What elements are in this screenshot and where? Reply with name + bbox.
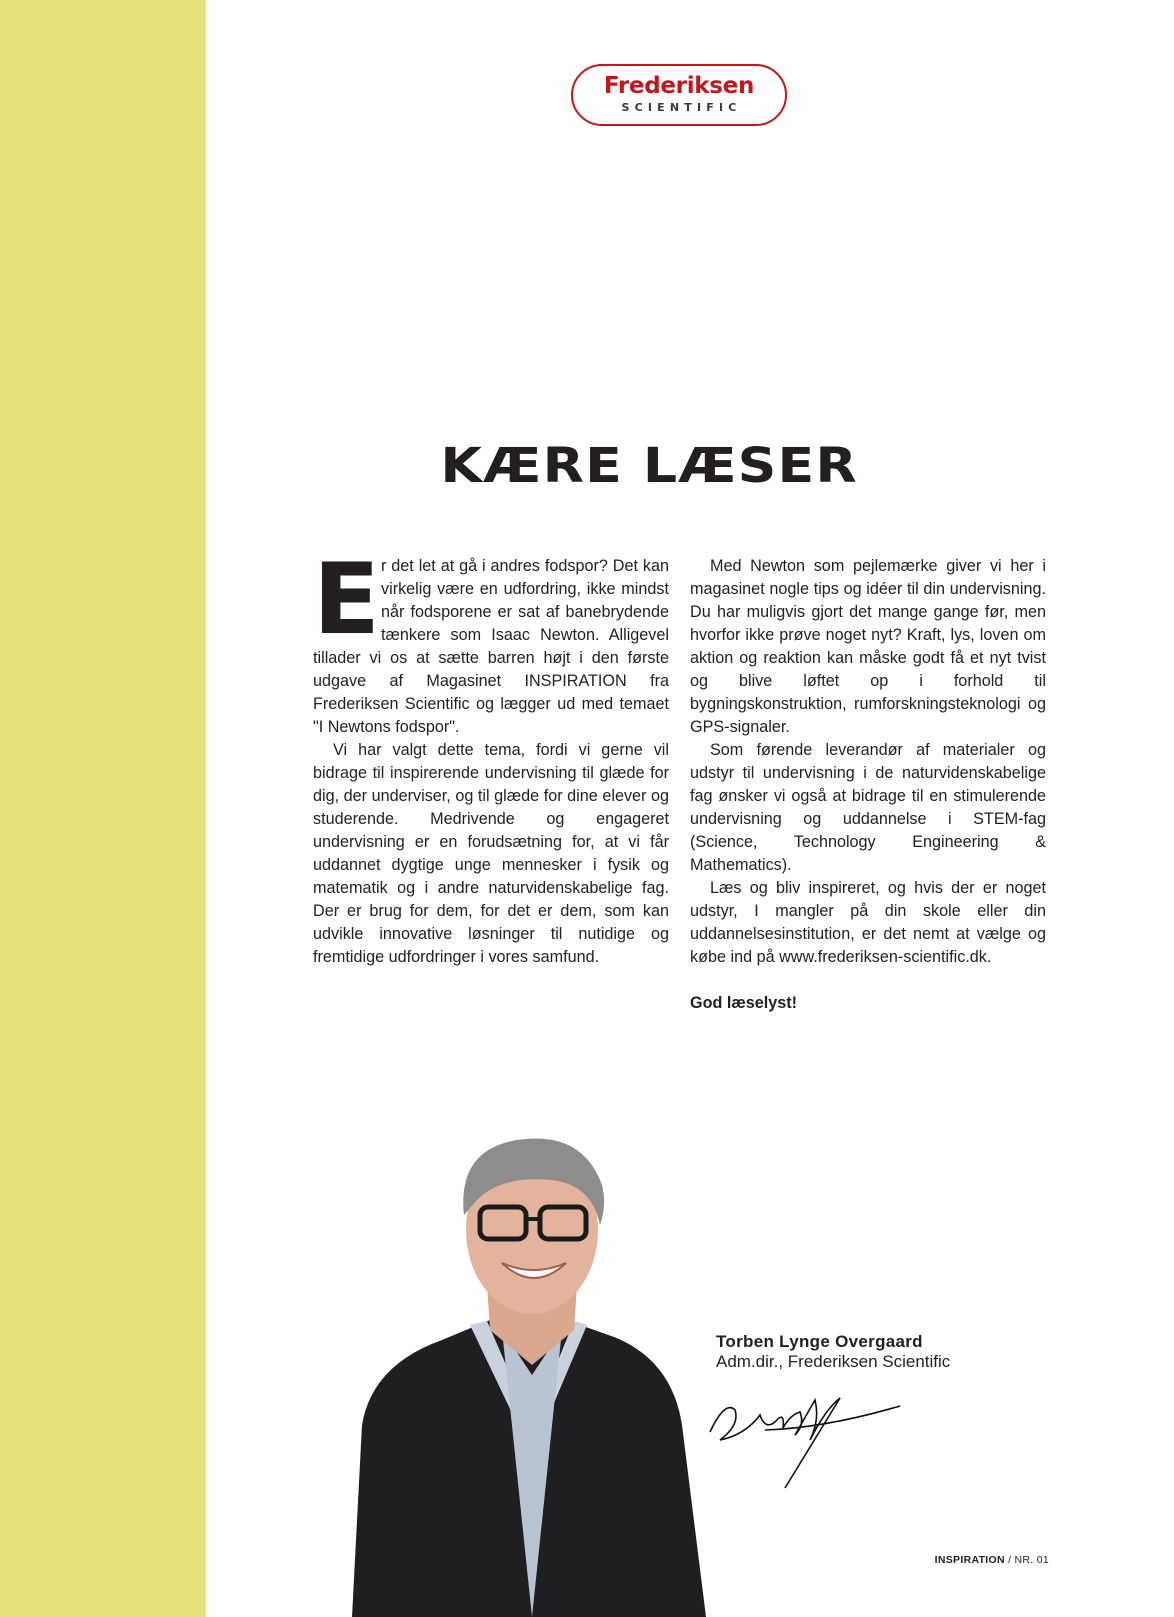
- page-title: KÆRE LÆSER: [440, 438, 858, 494]
- footer-magazine: INSPIRATION: [934, 1554, 1005, 1566]
- article-paragraph-text: r det let at gå i andres fodspor? Det kan virkelig være en udfordring, ikke mindst når fodsporene er sat af banebrydende tænkere som Isaac Newton. Alligevel tillader vi os at sætte barren højt i den første udgave af Magasinet INSPIRATION fra Frederiksen Scientific og lægger ud med temaet "I Newtons fodspor".: [313, 557, 669, 736]
- brand-logo: [571, 64, 787, 126]
- portrait-photo: [352, 1125, 706, 1617]
- closing-line: God læselyst!: [690, 994, 798, 1012]
- drop-cap: E: [313, 543, 380, 657]
- article-paragraph: Vi har valgt dette tema, fordi vi gerne vil bidrage til inspirerende undervisning til glæde for dig, der underviser, og til glæde for dine elever og studerende. Medrivende og engageret undervisning er en forudsætning for, at vi får uddannet dygtige unge mennesker i fysik og matematik og i andre naturvidenskabelige fag. Der er brug for dem, for det er dem, som kan udvikle innovative løsninger til nutidige og fremtidige udfordringer i vores samfund.: [313, 741, 669, 966]
- article-column-right: [690, 555, 1046, 1015]
- article-paragraph: [313, 543, 669, 739]
- signatory-title: Adm.dir., Frederiksen Scientific: [716, 1352, 951, 1371]
- brand-logo-name: Frederiksen: [603, 73, 755, 99]
- signatory-name: Torben Lynge Overgaard: [716, 1332, 923, 1351]
- article-paragraph: Læs og bliv inspireret, og hvis der er noget udstyr, I mangler på din skole eller din uddannelsesinstitution, er det nemt at vælge og købe ind på www.frederiksen-scientific.dk.: [690, 879, 1046, 966]
- brand-logo-sub: SCIENTIFIC: [621, 101, 742, 114]
- article-paragraph: Som førende leverandør af materialer og udstyr til undervisning i de naturvidenskabelige fag ønsker vi også at bidrage til en stimulerende undervisning og uddannelse i STEM-fag (Science, Technology Engineering & Mathematics).: [690, 741, 1046, 874]
- footer-issue: / NR. 01: [1008, 1554, 1049, 1566]
- side-color-bar: [0, 0, 206, 1617]
- article-column-left: [313, 543, 669, 969]
- handwritten-signature: [705, 1370, 905, 1510]
- article-paragraph: Med Newton som pejlemærke giver vi her i magasinet nogle tips og idéer til din undervisning. Du har muligvis gjort det mange gange før, men hvorfor ikke prøve noget nyt? Kraft, lys, loven om aktion og reaktion kan måske godt få et nyt tvist og blive løftet op i forhold til bygningskonstruktion, rumforskningsteknologi og GPS-signaler.: [690, 557, 1046, 736]
- page-footer: [935, 1554, 1049, 1566]
